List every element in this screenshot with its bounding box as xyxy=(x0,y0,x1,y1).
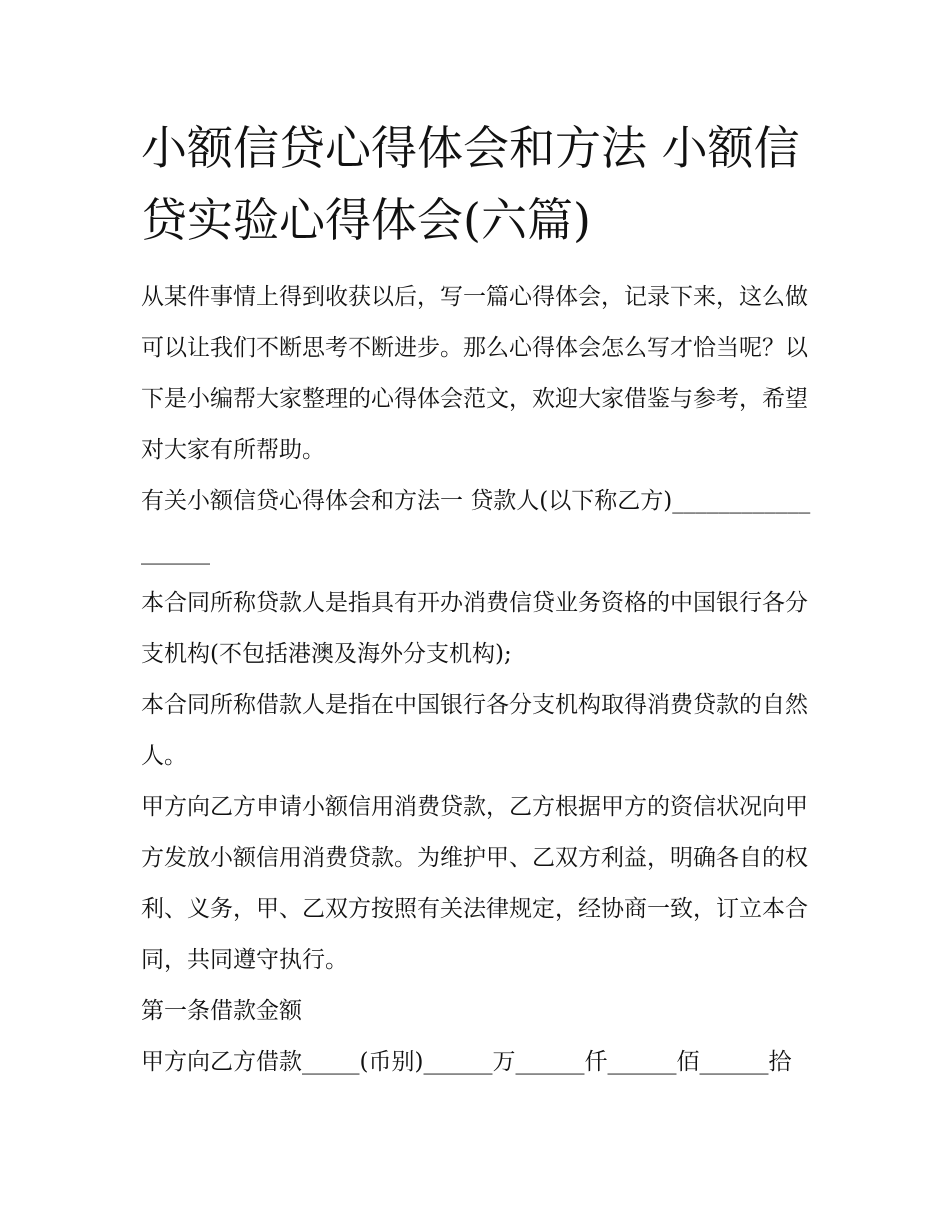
contract-purpose-paragraph: 甲方向乙方申请小额信用消费贷款，乙方根据甲方的资信状况向甲方发放小额信用消费贷款。为维护甲、乙双方利益，明确各自的权利、义务，甲、乙双方按照有关法律规定，经协商一致，订立本合同，共同遵守执行。 xyxy=(141,794,808,973)
loan-amount-line: 甲方向乙方借款_____(币别)______万______仟______佰______拾 xyxy=(141,1049,792,1075)
lender-definition-paragraph: 本合同所称贷款人是指具有开办消费信贷业务资格的中国银行各分支机构(不包括港澳及海外分支机构); xyxy=(141,590,808,667)
borrower-definition-paragraph: 本合同所称借款人是指在中国银行各分支机构取得消费贷款的自然人。 xyxy=(141,692,808,769)
document-content xyxy=(141,112,813,1088)
intro-paragraph: 从某件事情上得到收获以后，写一篇心得体会，记录下来，这么做可以让我们不断思考不断进步。那么心得体会怎么写才恰当呢？以下是小编帮大家整理的心得体会范文，欢迎大家借鉴与参考，希望对大家有所帮助。 xyxy=(141,284,808,463)
document-title: 小额信贷心得体会和方法 小额信贷实验心得体会(六篇) xyxy=(141,121,800,247)
section-heading-lender: 有关小额信贷心得体会和方法一 贷款人(以下称乙方)__________________ xyxy=(141,488,811,565)
article-one-heading: 第一条借款金额 xyxy=(141,998,302,1024)
